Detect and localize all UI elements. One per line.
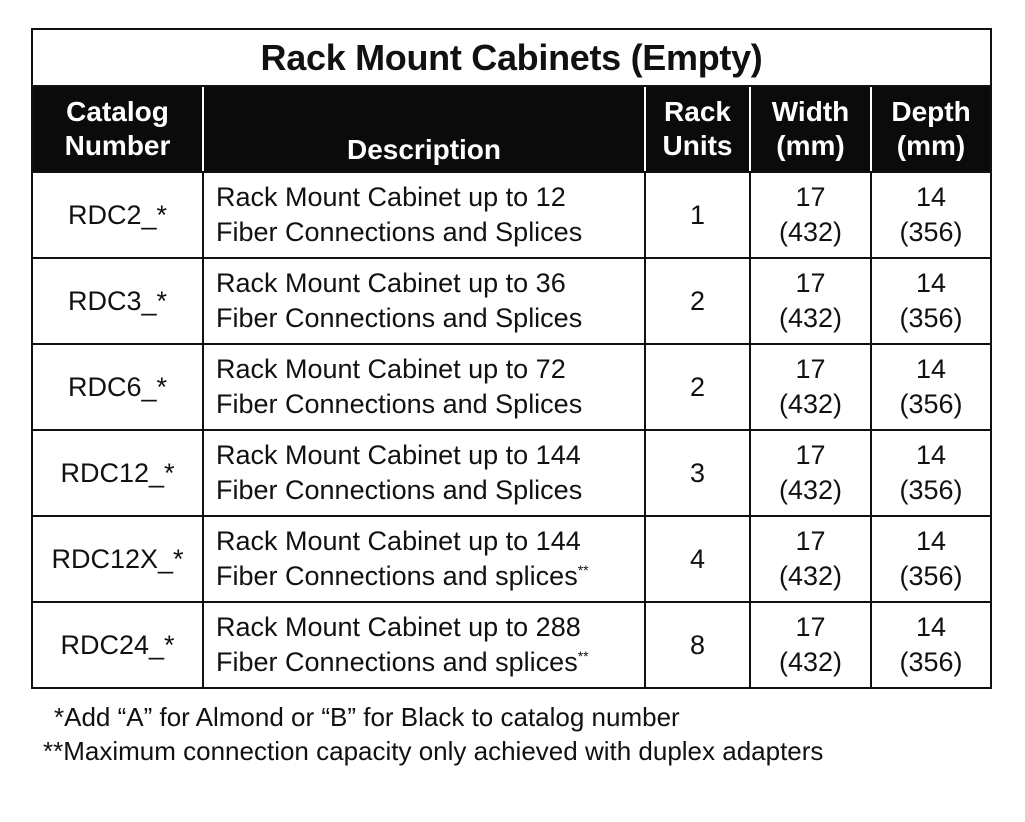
header-catalog-line2: Number [64,130,171,161]
depth-cell [871,602,991,688]
header-row [32,86,991,172]
catalog-number-cell: RDC12_* [32,430,203,516]
description-text: Fiber Connections and Splices [216,475,583,505]
depth-cell [871,258,991,344]
rack-units-cell: 2 [645,344,750,430]
table-row [32,258,991,344]
width-cell [750,258,871,344]
width-cell [750,344,871,430]
width-cell [750,430,871,516]
header-width-line1: Width [771,96,850,127]
header-depth-line2: (mm) [896,130,966,161]
header-depth [871,86,991,172]
width-inches: 17 [795,526,826,556]
depth-cell [871,344,991,430]
description-line: Rack Mount Cabinet up to 72 [216,354,566,384]
footnote-color-option: *Add “A” for Almond or “B” for Black to catalog number [54,702,680,732]
rack-units-cell: 3 [645,430,750,516]
cabinet-spec-table [31,28,992,689]
description-line [216,559,644,594]
depth-cell [871,516,991,602]
cabinet-spec-table-container [31,28,990,689]
depth-inches: 14 [916,354,947,384]
description-line [216,301,644,336]
description-text: Fiber Connections and Splices [216,303,583,333]
header-rack-line1: Rack [664,96,731,127]
rack-units-cell: 1 [645,172,750,258]
description-line [216,215,644,250]
depth-inches: 14 [916,268,947,298]
table-row [32,430,991,516]
depth-inches: 14 [916,526,947,556]
depth-inches: 14 [916,440,947,470]
description-cell [203,172,645,258]
header-rack-units [645,86,750,172]
depth-inches: 14 [916,182,947,212]
description-line [216,645,644,680]
description-text: Fiber Connections and splices [216,561,578,591]
depth-inches: 14 [916,612,947,642]
table-row [32,344,991,430]
header-description [203,86,645,172]
footnote-duplex-adapters: **Maximum connection capacity only achieved with duplex adapters [43,736,824,766]
description-line: Rack Mount Cabinet up to 288 [216,612,581,642]
description-line: Rack Mount Cabinet up to 36 [216,268,566,298]
header-width-line2: (mm) [776,130,845,161]
width-cell [750,516,871,602]
description-cell [203,344,645,430]
footnotes [0,700,1025,768]
description-line [216,387,644,422]
depth-mm: (356) [899,561,963,591]
header-width [750,86,871,172]
table-row [32,516,991,602]
width-mm: (432) [778,217,843,247]
header-catalog-line1: Catalog [66,96,169,127]
rack-units-cell: 2 [645,258,750,344]
catalog-number-cell: RDC12X_* [32,516,203,602]
description-cell [203,602,645,688]
width-inches: 17 [795,268,826,298]
rack-units-cell: 4 [645,516,750,602]
width-cell [750,602,871,688]
depth-mm: (356) [899,647,963,677]
header-depth-line1: Depth [891,96,971,127]
description-text: Fiber Connections and Splices [216,217,583,247]
table-row [32,602,991,688]
description-line [216,473,644,508]
footnote-marker: ** [577,648,589,664]
description-cell [203,258,645,344]
description-line: Rack Mount Cabinet up to 12 [216,182,566,212]
catalog-number-cell: RDC3_* [32,258,203,344]
depth-mm: (356) [899,389,963,419]
description-line: Rack Mount Cabinet up to 144 [216,440,581,470]
depth-mm: (356) [899,303,963,333]
depth-cell [871,172,991,258]
depth-cell [871,430,991,516]
width-inches: 17 [795,440,826,470]
width-mm: (432) [778,475,843,505]
catalog-number-cell: RDC6_* [32,344,203,430]
description-line: Rack Mount Cabinet up to 144 [216,526,581,556]
width-mm: (432) [778,561,843,591]
footnote-marker: ** [577,562,589,578]
description-cell [203,516,645,602]
width-mm: (432) [778,303,843,333]
width-inches: 17 [795,612,826,642]
catalog-number-cell: RDC24_* [32,602,203,688]
depth-mm: (356) [899,475,963,505]
description-text: Fiber Connections and splices [216,647,578,677]
header-rack-line2: Units [662,130,733,161]
rack-units-cell: 8 [645,602,750,688]
width-cell [750,172,871,258]
description-text: Fiber Connections and Splices [216,389,583,419]
table-row [32,172,991,258]
width-inches: 17 [795,182,826,212]
header-description-label: Description [346,134,502,165]
table-title: Rack Mount Cabinets (Empty) [32,29,991,86]
description-cell [203,430,645,516]
header-catalog-number [32,86,203,172]
catalog-number-cell: RDC2_* [32,172,203,258]
width-mm: (432) [778,647,843,677]
depth-mm: (356) [899,217,963,247]
width-inches: 17 [795,354,826,384]
width-mm: (432) [778,389,843,419]
